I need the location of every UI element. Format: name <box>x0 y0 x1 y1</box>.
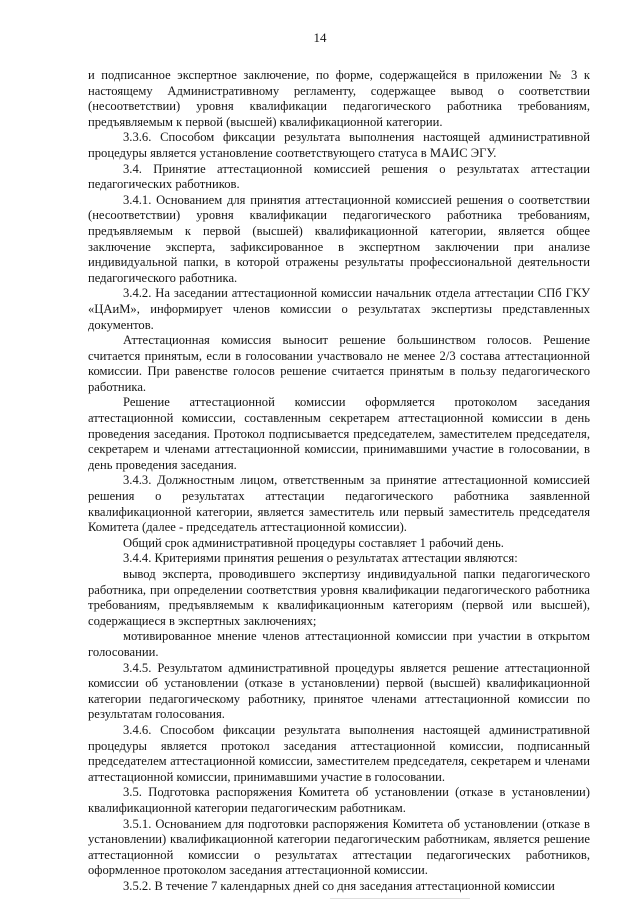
section-heading-3-4: 3.4. Принятие аттестационной комиссией решения о результатах аттестации педагогических работников. <box>88 161 590 192</box>
section-heading-3-5: 3.5. Подготовка распоряжения Комитета об установлении (отказе в установлении) квалификационной категории педагогическим работникам. <box>88 785 590 815</box>
paragraph-protocol: Решение аттестационной комиссии оформляется протоколом заседания аттестационной комиссии, составленным секретарем аттестационной комиссии в день проведения заседания. Протокол подписывается председателем, заместителем председателя, секретарем и членами аттестационной комиссии, принимавшими участие в голосовании, в день проведения заседания. <box>88 395 590 472</box>
criteria-item-commission-opinion: мотивированное мнение членов аттестационной комиссии при участии в открытом голосовании. <box>88 629 590 659</box>
criteria-item-expert-conclusion: вывод эксперта, проводившего экспертизу индивидуальной папки педагогического работника, при определении соответствия уровня квалификации педагогического работника требованиям, предъявляемым к квалификационным категориям (первой или высшей), содержащиеся в экспертных заключениях; <box>88 567 590 628</box>
paragraph-3-4-5: 3.4.5. Результатом административной процедуры является решение аттестационной комиссии об установлении (отказе в установлении) первой (высшей) квалификационной категории педагогическому работнику, принятое членами аттестационной комиссии по результатам голосования. <box>88 660 590 722</box>
paragraph-procedure-term: Общий срок административной процедуры составляет 1 рабочий день. <box>123 535 504 550</box>
paragraph-3-5-2: 3.5.2. В течение 7 календарных дней со дня заседания аттестационной комиссии <box>123 878 555 893</box>
paragraph-3-4-1: 3.4.1. Основанием для принятия аттестационной комиссией решения о соответствии (несоответствии) уровня квалификации педагогического работника требованиям, предъявляемым к первой (высшей) квалификационной категории, является общее заключение эксперта, зафиксированное в экспертном заключении при анализе индивидуальной папки, в которой отражены результаты профессиональной деятельности педагогического работника. <box>88 192 590 285</box>
paragraph-3-4-6: 3.4.6. Способом фиксации результата выполнения настоящей административной процедуры является протокол заседания аттестационной комиссии, подписанный председателем аттестационной комиссии, заместителем председателя, секретарем и членами аттестационной комиссии, принимавшими участие в голосовании. <box>88 722 590 784</box>
paragraph-3-5-1: 3.5.1. Основанием для подготовки распоряжения Комитета об установлении (отказе в установлении) квалификационной категории педагогическим работникам, является решение аттестационной комиссии о результатах аттестации педагогических работников, оформленное протоколом заседания аттестационной комиссии. <box>88 816 590 878</box>
paragraph-3-3-6: 3.3.6. Способом фиксации результата выполнения настоящей административной процедуры является установление соответствующего статуса в МАИС ЭГУ. <box>88 130 590 160</box>
scan-artifact-line <box>330 898 470 899</box>
paragraph-continuation: и подписанное экспертное заключение, по форме, содержащейся в приложении № 3 к настоящему Административному регламенту, содержащее вывод о соответствии (несоответствии) уровня квалификации педагогического работника требованиям, предъявляемым к первой (высшей) квалификационной категории. <box>88 68 590 129</box>
paragraph-3-4-3: 3.4.3. Должностным лицом, ответственным за принятие аттестационной комиссией решения о результатах аттестации педагогического работника заявленной квалификационной категории, является заместитель или первый заместитель председателя Комитета (далее - председатель аттестационной комиссии). <box>88 473 590 535</box>
paragraph-3-4-4: 3.4.4. Критериями принятия решения о результатах аттестации являются: <box>123 551 518 566</box>
page-number: 14 <box>313 30 327 45</box>
paragraph-voting-rule: Аттестационная комиссия выносит решение большинством голосов. Решение считается принятым, если в голосовании участвовало не менее 2/3 состава аттестационной комиссии. При равенстве голосов решение считается принятым в пользу педагогического работника. <box>88 333 590 394</box>
document-body <box>88 68 590 894</box>
paragraph-3-4-2: 3.4.2. На заседании аттестационной комиссии начальник отдела аттестации СПб ГКУ «ЦАиМ», информирует членов комиссии о результатах экспертизы представленных документов. <box>88 286 590 332</box>
